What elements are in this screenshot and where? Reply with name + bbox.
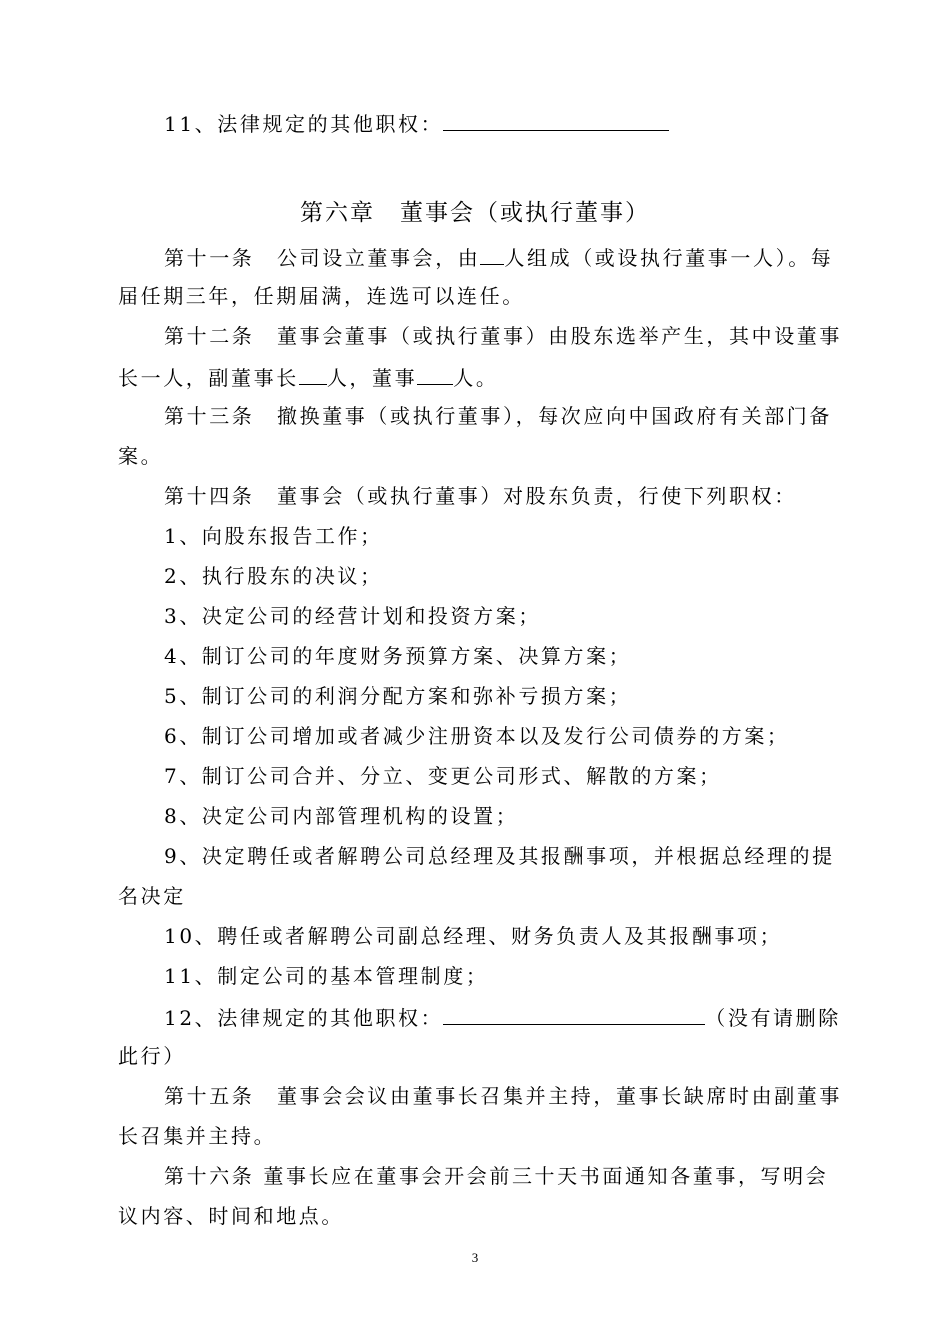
article-15-line-2: 长召集并主持。 <box>118 1124 277 1148</box>
list-item: 8、决定公司内部管理机构的设置； <box>164 804 519 828</box>
list-item-12-line-2: 此行） <box>118 1044 186 1068</box>
list-item: 7、制订公司合并、分立、变更公司形式、解散的方案； <box>164 764 722 788</box>
list-item-11: 11、制定公司的基本管理制度； <box>164 964 489 988</box>
list-item: 2、执行股东的决议； <box>164 564 383 588</box>
article-14-intro: 第十四条 董事会（或执行董事）对股东负责，行使下列职权： <box>164 484 797 508</box>
fill-in-blank <box>299 362 327 385</box>
list-item-12-text-b: （没有请删除 <box>705 1006 841 1030</box>
list-item-12-text-a: 12、法律规定的其他职权： <box>164 1006 444 1030</box>
article-12-text-c: 人。 <box>453 366 499 390</box>
chapter-title: 第六章 董事会（或执行董事） <box>300 200 650 226</box>
fill-in-blank <box>417 362 453 385</box>
list-item-12-line-1 <box>164 1002 841 1032</box>
list-item: 3、决定公司的经营计划和投资方案； <box>164 604 541 628</box>
list-item: 5、制订公司的利润分配方案和弥补亏损方案； <box>164 684 632 708</box>
list-item: 4、制订公司的年度财务预算方案、决算方案； <box>164 644 632 668</box>
article-15-line-1: 第十五条 董事会会议由董事长召集并主持，董事长缺席时由副董事 <box>164 1084 842 1108</box>
article-11-line-1 <box>164 242 833 272</box>
article-13-line-1: 第十三条 撤换董事（或执行董事），每次应向中国政府有关部门备 <box>164 404 832 428</box>
article-12-line-2 <box>118 362 498 392</box>
article-12-text-a: 长一人，副董事长 <box>118 366 299 390</box>
list-item-9-line-1: 9、决定聘任或者解聘公司总经理及其报酬事项，并根据总经理的提 <box>164 844 835 868</box>
list-item: 6、制订公司增加或者减少注册资本以及发行公司债券的方案； <box>164 724 790 748</box>
page-number: 3 <box>471 1250 479 1265</box>
article-11-text-a: 第十一条 公司设立董事会，由 <box>164 246 481 270</box>
article-13-line-2: 案。 <box>118 444 164 468</box>
list-item-10: 10、聘任或者解聘公司副总经理、财务负责人及其报酬事项； <box>164 924 783 948</box>
article-12-text-b: 人，董事 <box>326 366 418 390</box>
article-16-line-1: 第十六条 董事长应在董事会开会前三十天书面通知各董事，写明会 <box>164 1164 829 1188</box>
article-11-text-b: 人组成（或设执行董事一人）。每 <box>504 246 834 270</box>
list-item: 1、向股东报告工作； <box>164 524 383 548</box>
prev-item-11-text: 11、法律规定的其他职权： <box>164 112 444 136</box>
list-item-9-line-2: 名决定 <box>118 884 186 908</box>
fill-in-blank <box>480 242 504 265</box>
article-16-line-2: 议内容、时间和地点。 <box>118 1204 344 1228</box>
article-11-line-2: 届任期三年，任期届满，连选可以连任。 <box>118 284 525 308</box>
fill-in-blank <box>443 108 669 131</box>
article-12-line-1: 第十二条 董事会董事（或执行董事）由股东选举产生，其中设董事 <box>164 324 842 348</box>
prev-item-11 <box>164 108 669 138</box>
fill-in-blank <box>443 1002 705 1025</box>
